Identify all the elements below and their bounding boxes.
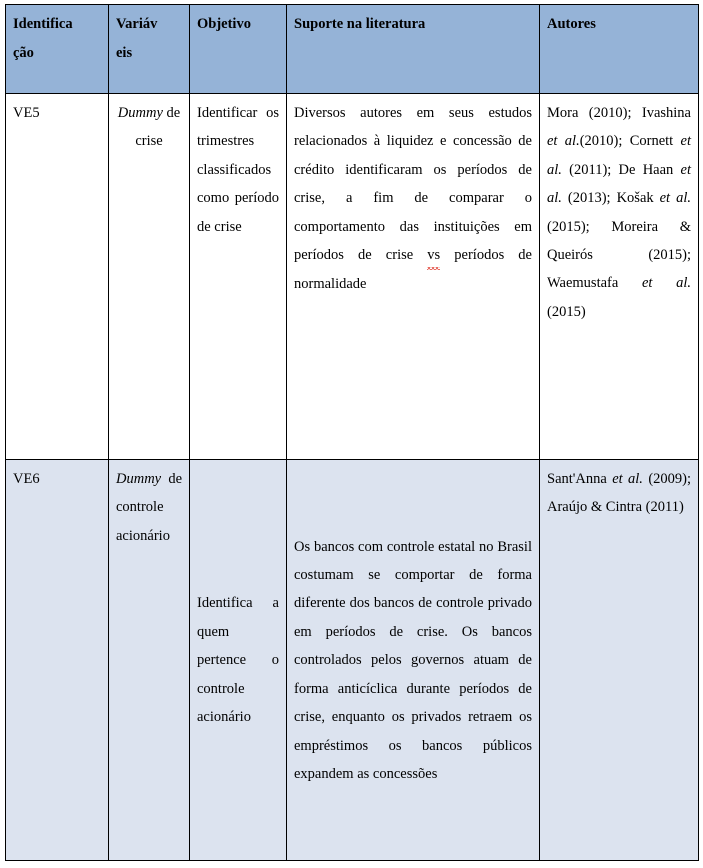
- autores-entry-2-tail: (2010); Cornett: [579, 133, 681, 150]
- table-row: [6, 94, 699, 460]
- autores-entry-1-etal: et al.: [612, 471, 643, 487]
- cell-objetivo: Identificar os trimestres classificados como período de crise: [190, 94, 287, 460]
- column-header-variaveis-line2: eis: [116, 44, 133, 61]
- column-header-variaveis: [109, 5, 190, 94]
- cell-autores: [540, 460, 699, 861]
- cell-identificacao: VE6: [6, 460, 109, 861]
- autores-entry-1-name: Sant'Anna: [547, 471, 613, 487]
- table-body: [6, 94, 699, 861]
- variaveis-italic-term: Dummy: [116, 471, 162, 487]
- autores-entry-6-etal: et al.: [641, 275, 692, 292]
- cell-objetivo: Identifica a quem pertence o controle acionário: [190, 460, 287, 861]
- suporte-vs-misspelled-word: vs: [427, 241, 440, 270]
- autores-entry-5-tail: (2015); Moreira & Queirós (2015); Waemustafa: [547, 218, 691, 292]
- suporte-text-before-vs: Diversos autores em seus estudos relacionados à liquidez e concessão de crédito identificaram os períodos de crise, a fim de comparar o comportamento das instituições em períodos de crise: [294, 105, 532, 264]
- variaveis-rest: de controle acionário: [116, 471, 182, 544]
- suporte-text-after-vs: períodos de normalidade: [294, 247, 532, 293]
- cell-autores: [540, 94, 699, 460]
- autores-entry-6-tail: (2015): [547, 303, 586, 320]
- column-header-suporte: Suporte na literatura: [287, 5, 540, 94]
- variaveis-italic-term: Dummy: [117, 105, 163, 121]
- autores-entry-3-etal: et al.: [547, 133, 691, 178]
- autores-entry-3-tail: (2011); De Haan: [561, 161, 681, 178]
- cell-variaveis: [109, 94, 190, 460]
- autores-entry-1: Mora (2010);: [547, 105, 632, 121]
- cell-suporte: [287, 94, 540, 460]
- autores-entry-2-etal: et al.: [547, 133, 580, 150]
- table-row: [6, 460, 699, 861]
- variaveis-rest: de crise: [135, 105, 181, 150]
- autores-entry-2-name: Ivashina: [641, 105, 691, 121]
- table-header: [6, 5, 699, 94]
- column-header-objetivo: Objetivo: [190, 5, 287, 94]
- autores-entry-4-tail: (2013); Košak: [561, 190, 660, 207]
- cell-identificacao: VE5: [6, 94, 109, 460]
- autores-entry-4-etal: et al.: [547, 161, 691, 207]
- column-header-autores: Autores: [540, 5, 699, 94]
- column-header-identificacao-line1: Identifica: [13, 16, 73, 32]
- variables-table: [5, 4, 699, 861]
- autores-entry-5-etal: et al.: [659, 190, 691, 207]
- autores-entry-1-tail: (2009); Araújo & Cintra (2011): [547, 471, 691, 516]
- column-header-identificacao: [6, 5, 109, 94]
- cell-variaveis: [109, 460, 190, 861]
- column-header-variaveis-line1: Variáv: [116, 16, 158, 32]
- table-header-row: [6, 5, 699, 94]
- cell-suporte: Os bancos com controle estatal no Brasil costumam se comportar de forma diferente dos bancos de controle privado em períodos de crise. Os bancos controlados pelos governos atuam de forma anticíclica durante períodos de crise, enquanto os privados retraem os empréstimos os bancos públicos expandem as concessões: [287, 460, 540, 861]
- column-header-identificacao-line2: ção: [13, 44, 34, 61]
